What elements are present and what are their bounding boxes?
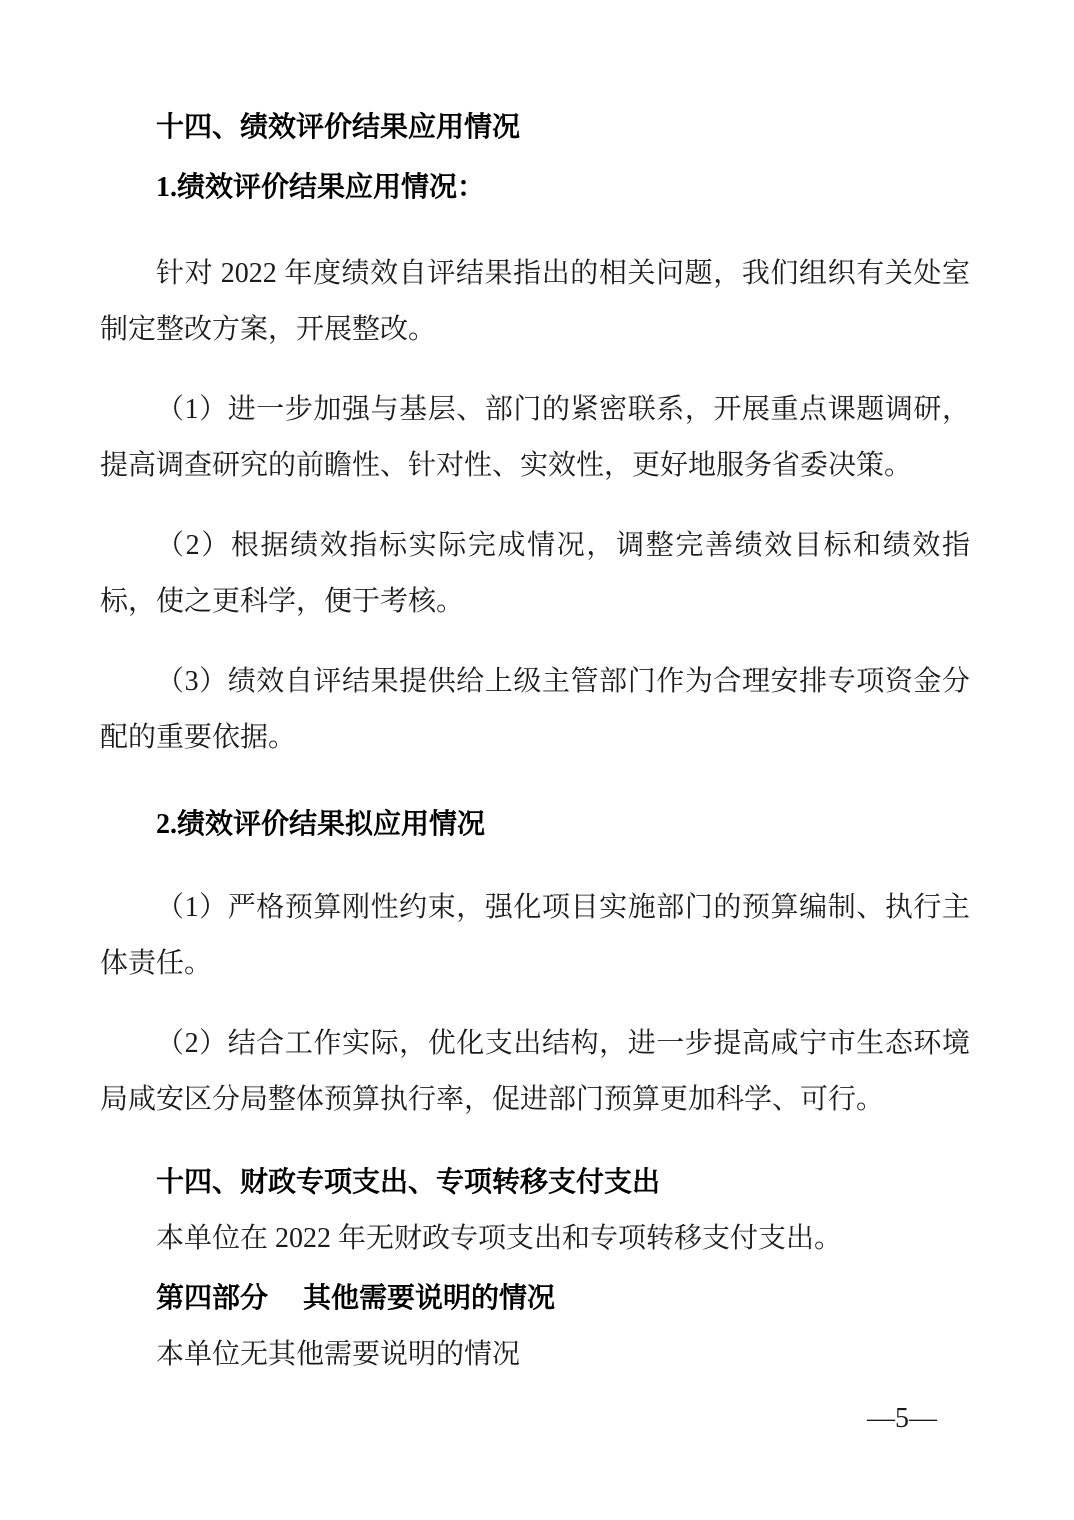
paragraph-point-2-indicators: （2）根据绩效指标实际完成情况，调整完善绩效目标和绩效指标，使之更科学，便于考核。 <box>100 530 970 617</box>
page-footer <box>100 1391 970 1447</box>
paragraph-point-1-research: （1）进一步加强与基层、部门的紧密联系，开展重点课题调研，提高调查研究的前瞻性、针对性、实效性，更好地服务省委决策。 <box>100 394 970 481</box>
paragraph-point-3-fund-allocation: （3）绩效自评结果提供给上级主管部门作为合理安排专项资金分配的重要依据。 <box>100 666 970 753</box>
page-number: —5— <box>867 1403 937 1434</box>
heading-14-performance-evaluation-application: 十四、绩效评价结果应用情况 <box>156 112 521 143</box>
paragraph-rectification-plan: 针对 2022 年度绩效自评结果指出的相关问题，我们组织有关处室制定整改方案，开展整改。 <box>100 258 970 345</box>
heading-part-4-other-notes: 第四部分 其他需要说明的情况 <box>156 1283 556 1314</box>
subheading-1-application-status: 1.绩效评价结果应用情况： <box>156 172 486 203</box>
subheading-2-intended-application: 2.绩效评价结果拟应用情况 <box>156 809 486 840</box>
paragraph-no-special-expenditure: 本单位在 2022 年无财政专项支出和专项转移支付支出。 <box>156 1223 843 1254</box>
paragraph-point-2-expenditure-structure: （2）结合工作实际，优化支出结构，进一步提高咸宁市生态环境局咸安区分局整体预算执行率，促进部门预算更加科学、可行。 <box>100 1028 970 1115</box>
paragraph-no-other-notes: 本单位无其他需要说明的情况 <box>156 1339 521 1370</box>
paragraph-point-1-budget-constraint: （1）严格预算刚性约束，强化项目实施部门的预算编制、执行主体责任。 <box>100 892 970 979</box>
heading-14-special-expenditure: 十四、财政专项支出、专项转移支付支出 <box>156 1167 661 1198</box>
